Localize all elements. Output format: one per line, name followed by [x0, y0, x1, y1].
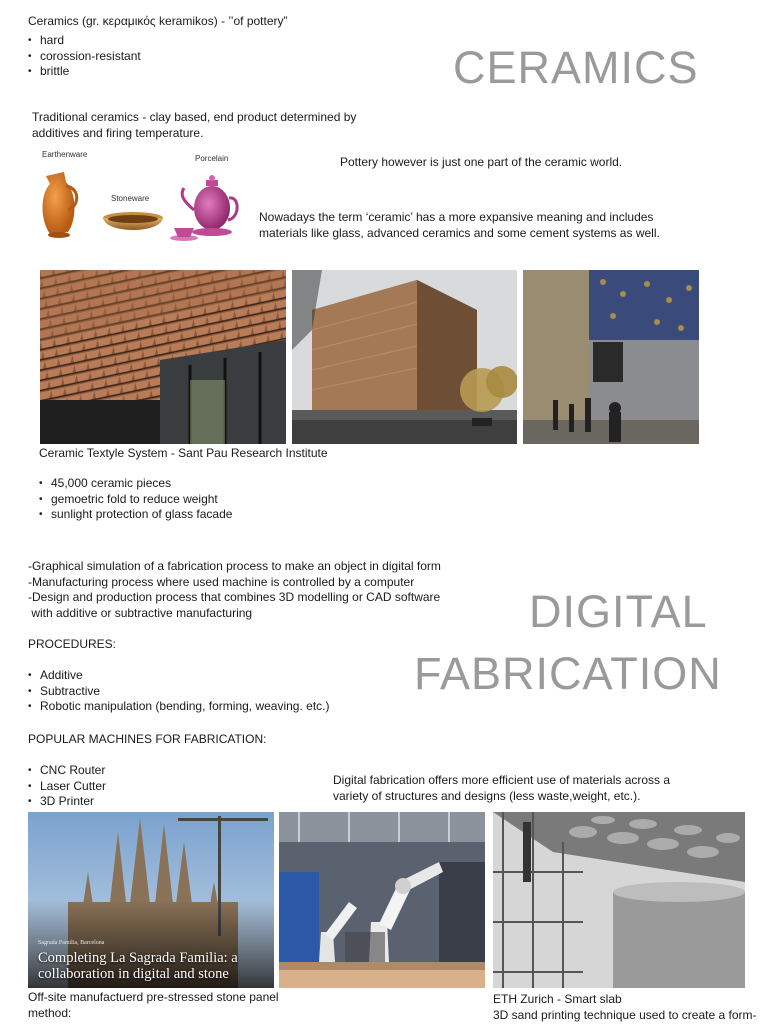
ceramic-properties-list [28, 33, 141, 80]
definition-line: with additive or subtractive manufacturing [28, 605, 253, 620]
textyle-photo-building [292, 270, 517, 444]
eth-caption: ETH Zurich - Smart slab [493, 992, 622, 1006]
list-item: • 3D Printer [28, 794, 106, 810]
etymology-text: Ceramics (gr. κεραμικός keramikos) - ’’of pottery” [28, 14, 288, 28]
definition-line: -Manufacturing process where used machine is controlled by a computer [28, 574, 415, 589]
digital-definitions [28, 559, 468, 621]
sagrada-small-label: Sagrada Familia, Barcelona [38, 940, 105, 946]
expansive-note: Nowadays the term ‘ceramic’ has a more expansive meaning and includes materials like glass, advanced ceramics and some cement systems as well. [259, 210, 660, 240]
list-item: • CNC Router [28, 763, 106, 779]
procedures-list [28, 668, 330, 715]
traditional-ceramics-text: Traditional ceramics - clay based, end product determined by additives and firing temperature. [32, 110, 357, 140]
digital-title: DIGITAL [529, 586, 708, 637]
ceramics-title: CERAMICS [453, 42, 699, 93]
list-item: • corossion-resistant [28, 49, 141, 65]
eth-smart-slab-photo [493, 812, 745, 988]
pottery-note: Pottery however is just one part of the ceramic world. [340, 155, 623, 169]
efficiency-note: Digital fabrication offers more efficient use of materials across a variety of structures and designs (less waste,weight, etc.). [333, 773, 671, 803]
list-item: • sunlight protection of glass facade [39, 507, 232, 523]
pottery-illustration [34, 148, 246, 248]
definition-line: -Graphical simulation of a fabrication process to make an object in digital form [28, 559, 441, 573]
list-item: • hard [28, 33, 141, 49]
list-item: • 45,000 ceramic pieces [39, 476, 232, 492]
machines-list [28, 763, 106, 810]
earthenware-label: Earthenware [42, 150, 88, 159]
list-item: • brittle [28, 64, 141, 80]
list-item: • Additive [28, 668, 330, 684]
machines-heading: POPULAR MACHINES FOR FABRICATION: [28, 732, 267, 746]
list-item: • Robotic manipulation (bending, forming, weaving. etc.) [28, 699, 330, 715]
textyle-photo-closeup [40, 270, 286, 444]
sagrada-overlay-caption: Completing La Sagrada Familia: a collaboration in digital and stone [38, 950, 238, 982]
eth-text: 3D sand printing technique used to create a form- [493, 1008, 757, 1022]
list-item: • Subtractive [28, 684, 330, 700]
definition-line: -Design and production process that combines 3D modelling or CAD software [28, 590, 441, 604]
textyle-photo-street [523, 270, 699, 444]
stoneware-label: Stoneware [111, 194, 150, 203]
textyle-facts-list [39, 476, 232, 523]
textyle-caption: Ceramic Textyle System - Sant Pau Research Institute [39, 446, 328, 460]
list-item: • Laser Cutter [28, 779, 106, 795]
fabrication-title: FABRICATION [414, 648, 722, 699]
porcelain-label: Porcelain [195, 154, 229, 163]
list-item: • gemoetric fold to reduce weight [39, 492, 232, 508]
sagrada-familia-photo [28, 812, 274, 988]
offsite-caption: Off-site manufactuerd pre-stressed stone panel method: [28, 990, 279, 1020]
robot-arm-photo [279, 812, 485, 988]
procedures-heading: PROCEDURES: [28, 637, 117, 651]
